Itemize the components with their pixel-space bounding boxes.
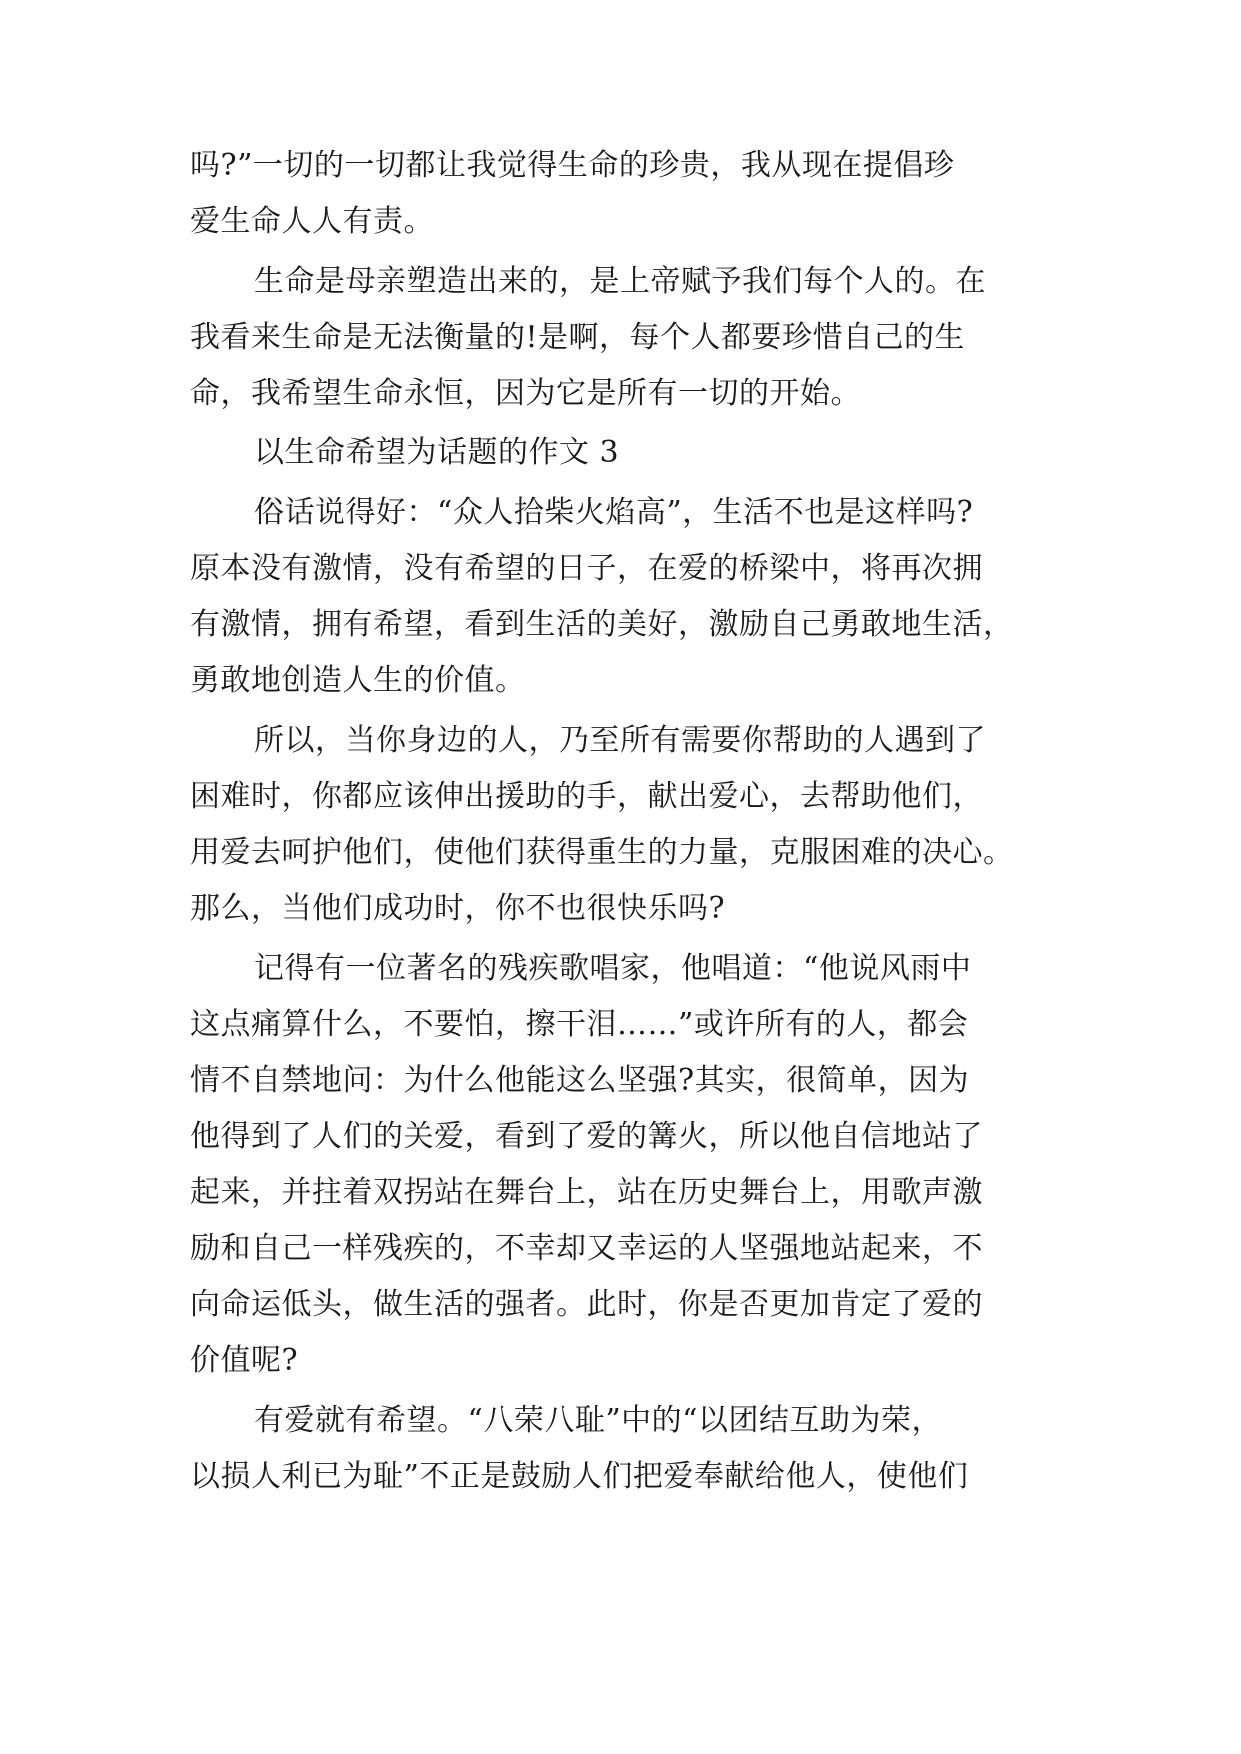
paragraph-start-line: 俗话说得好：“众人拾柴火焰高”，生活不也是这样吗?	[254, 495, 974, 530]
paragraph-start-line: 有爱就有希望。“八荣八耻”中的“以团结互助为荣，	[254, 1403, 943, 1438]
text-line: 价值呢?	[190, 1343, 299, 1378]
text-line: 励和自己一样残疾的，不幸却又幸运的人坚强地站起来，不	[190, 1231, 983, 1266]
text-line: 以损人利已为耻”不正是鼓励人们把爱奉献给他人，使他们	[190, 1459, 969, 1494]
text-line: 他得到了人们的关爱，看到了爱的篝火，所以他自信地站了	[190, 1119, 983, 1154]
text-line: 命，我希望生命永恒，因为它是所有一切的开始。	[190, 376, 861, 411]
section-heading: 以生命希望为话题的作文 3	[254, 435, 620, 470]
paragraph-start-line: 所以，当你身边的人，乃至所有需要你帮助的人遇到了	[254, 723, 986, 758]
text-line: 用爱去呵护他们，使他们获得重生的力量，克服困难的决心。	[190, 835, 1014, 870]
paragraph-start-line: 生命是母亲塑造出来的，是上帝赋予我们每个人的。在	[254, 264, 986, 299]
paragraph-start-line: 记得有一位著名的残疾歌唱家，他唱道：“他说风雨中	[254, 951, 972, 986]
text-line: 这点痛算什么，不要怕，擦干泪……”或许所有的人，都会	[190, 1007, 969, 1042]
text-line: 爱生命人人有责。	[190, 204, 434, 239]
text-line: 向命运低头，做生活的强者。此时，你是否更加肯定了爱的	[190, 1287, 983, 1322]
text-line: 有激情，拥有希望，看到生活的美好，激励自己勇敢地生活，	[190, 607, 1014, 642]
text-line: 那么，当他们成功时，你不也很快乐吗?	[190, 891, 726, 926]
text-line: 勇敢地创造人生的价值。	[190, 663, 526, 698]
text-line: 我看来生命是无法衡量的!是啊，每个人都要珍惜自己的生	[190, 320, 966, 355]
text-line: 情不自禁地问：为什么他能这么坚强?其实，很简单，因为	[190, 1063, 970, 1098]
text-line: 起来，并拄着双拐站在舞台上，站在历史舞台上，用歌声激	[190, 1175, 983, 1210]
text-line: 困难时，你都应该伸出援助的手，献出爱心，去帮助他们，	[190, 779, 983, 814]
text-line: 原本没有激情，没有希望的日子，在爱的桥梁中，将再次拥	[190, 551, 983, 586]
text-line: 吗?”一切的一切都让我觉得生命的珍贵，我从现在提倡珍	[190, 148, 955, 183]
